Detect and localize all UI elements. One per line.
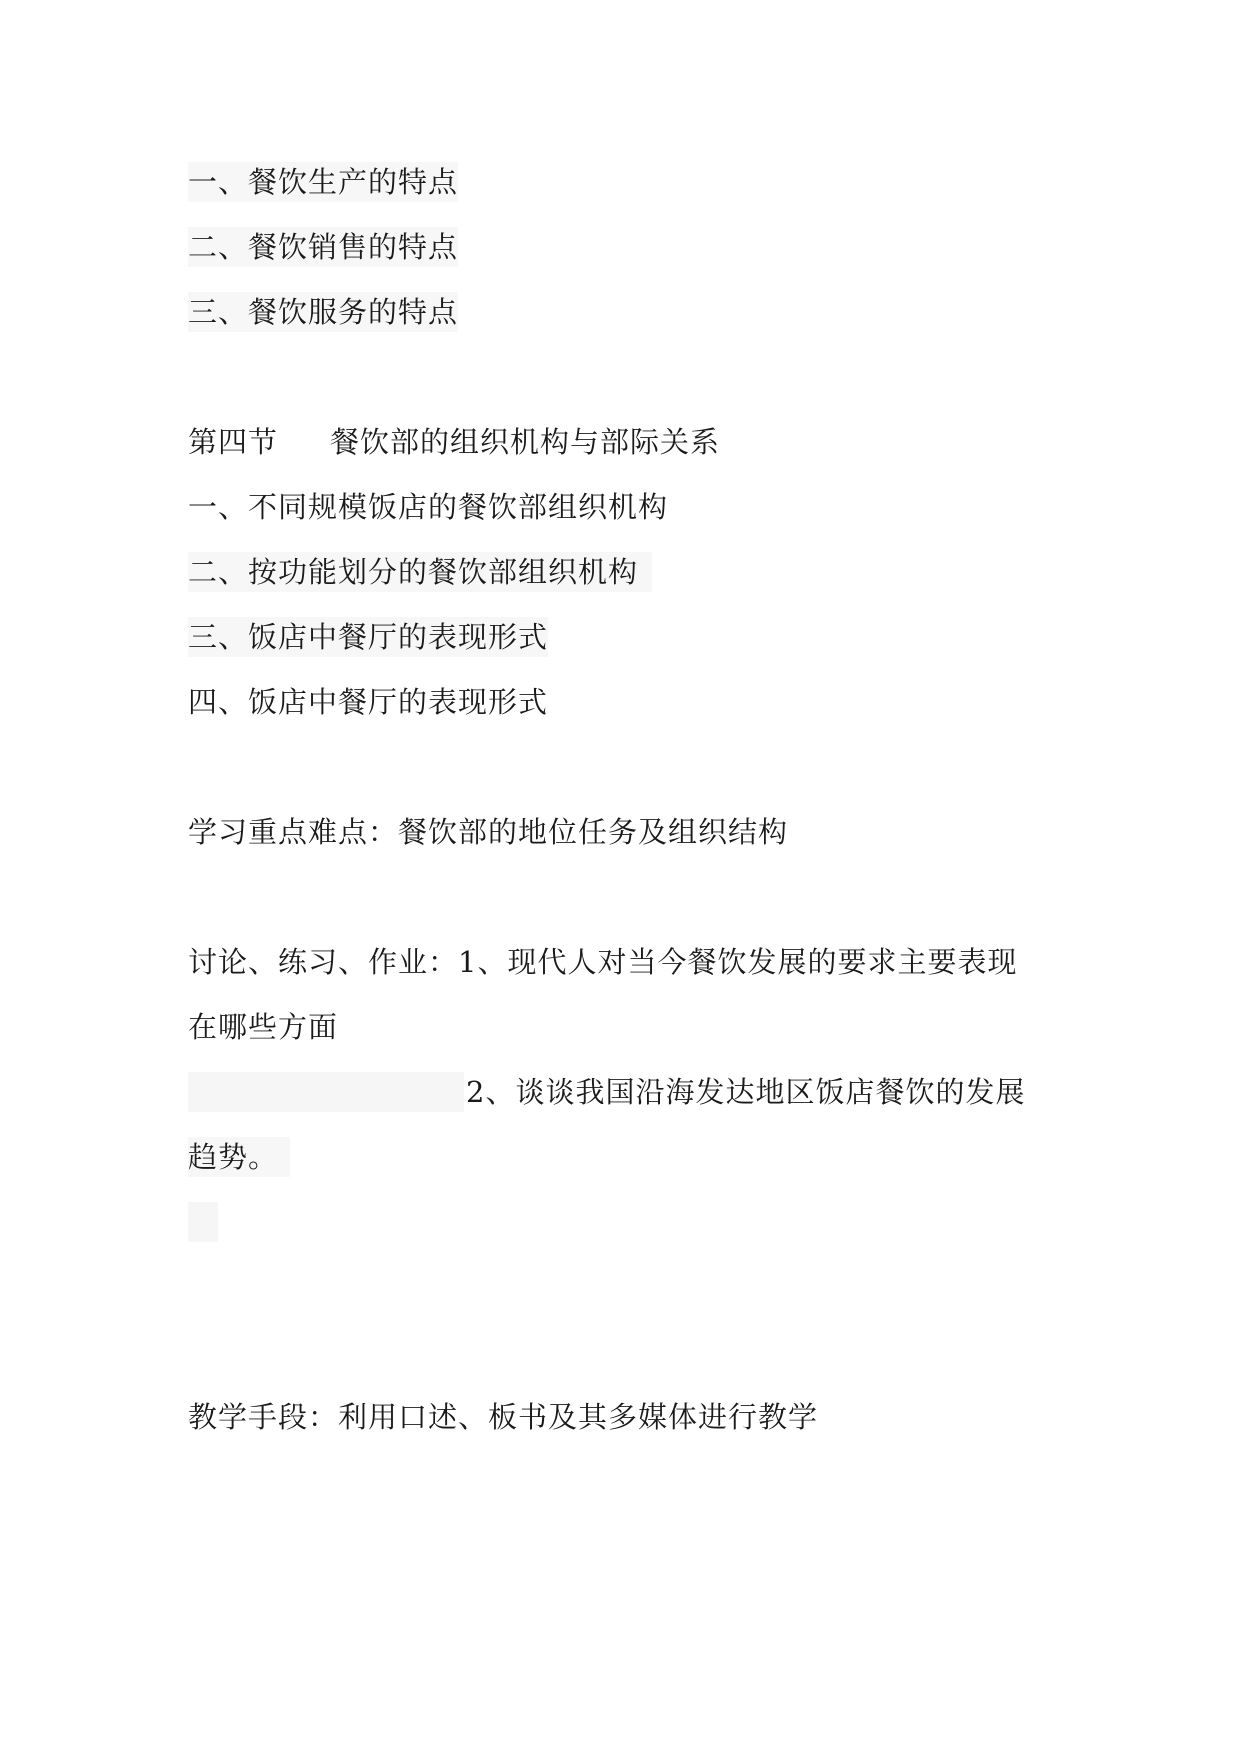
discussion-line: 在哪些方面 [188,1010,339,1044]
feature-item: 三、餐饮服务的特点 [188,292,458,332]
section-heading [188,422,720,462]
discussion-line: 讨论、练习、作业：1、现代人对当今餐饮发展的要求主要表现 [188,945,1018,979]
key-points: 学习重点难点：餐饮部的地位任务及组织结构 [188,815,789,849]
discussion-line: 趋势。 [188,1137,290,1177]
blank-line-marker [188,1202,218,1242]
organization-item: 三、饭店中餐厅的表现形式 [188,617,548,657]
teaching-method: 教学手段：利用口述、板书及其多媒体进行教学 [188,1400,819,1434]
feature-item: 二、餐饮销售的特点 [188,227,458,267]
organization-item: 一、不同规模饭店的餐饮部组织机构 [188,490,669,524]
feature-item: 一、餐饮生产的特点 [188,162,458,202]
blank-indent [188,1072,464,1112]
section-number: 第四节 [188,425,279,459]
organization-item: 二、按功能划分的餐饮部组织机构 [188,552,652,592]
discussion-line: 2、谈谈我国沿海发达地区饭店餐饮的发展 [466,1075,1026,1109]
section-title: 餐饮部的组织机构与部际关系 [330,425,721,459]
organization-item: 四、饭店中餐厅的表现形式 [188,685,549,719]
